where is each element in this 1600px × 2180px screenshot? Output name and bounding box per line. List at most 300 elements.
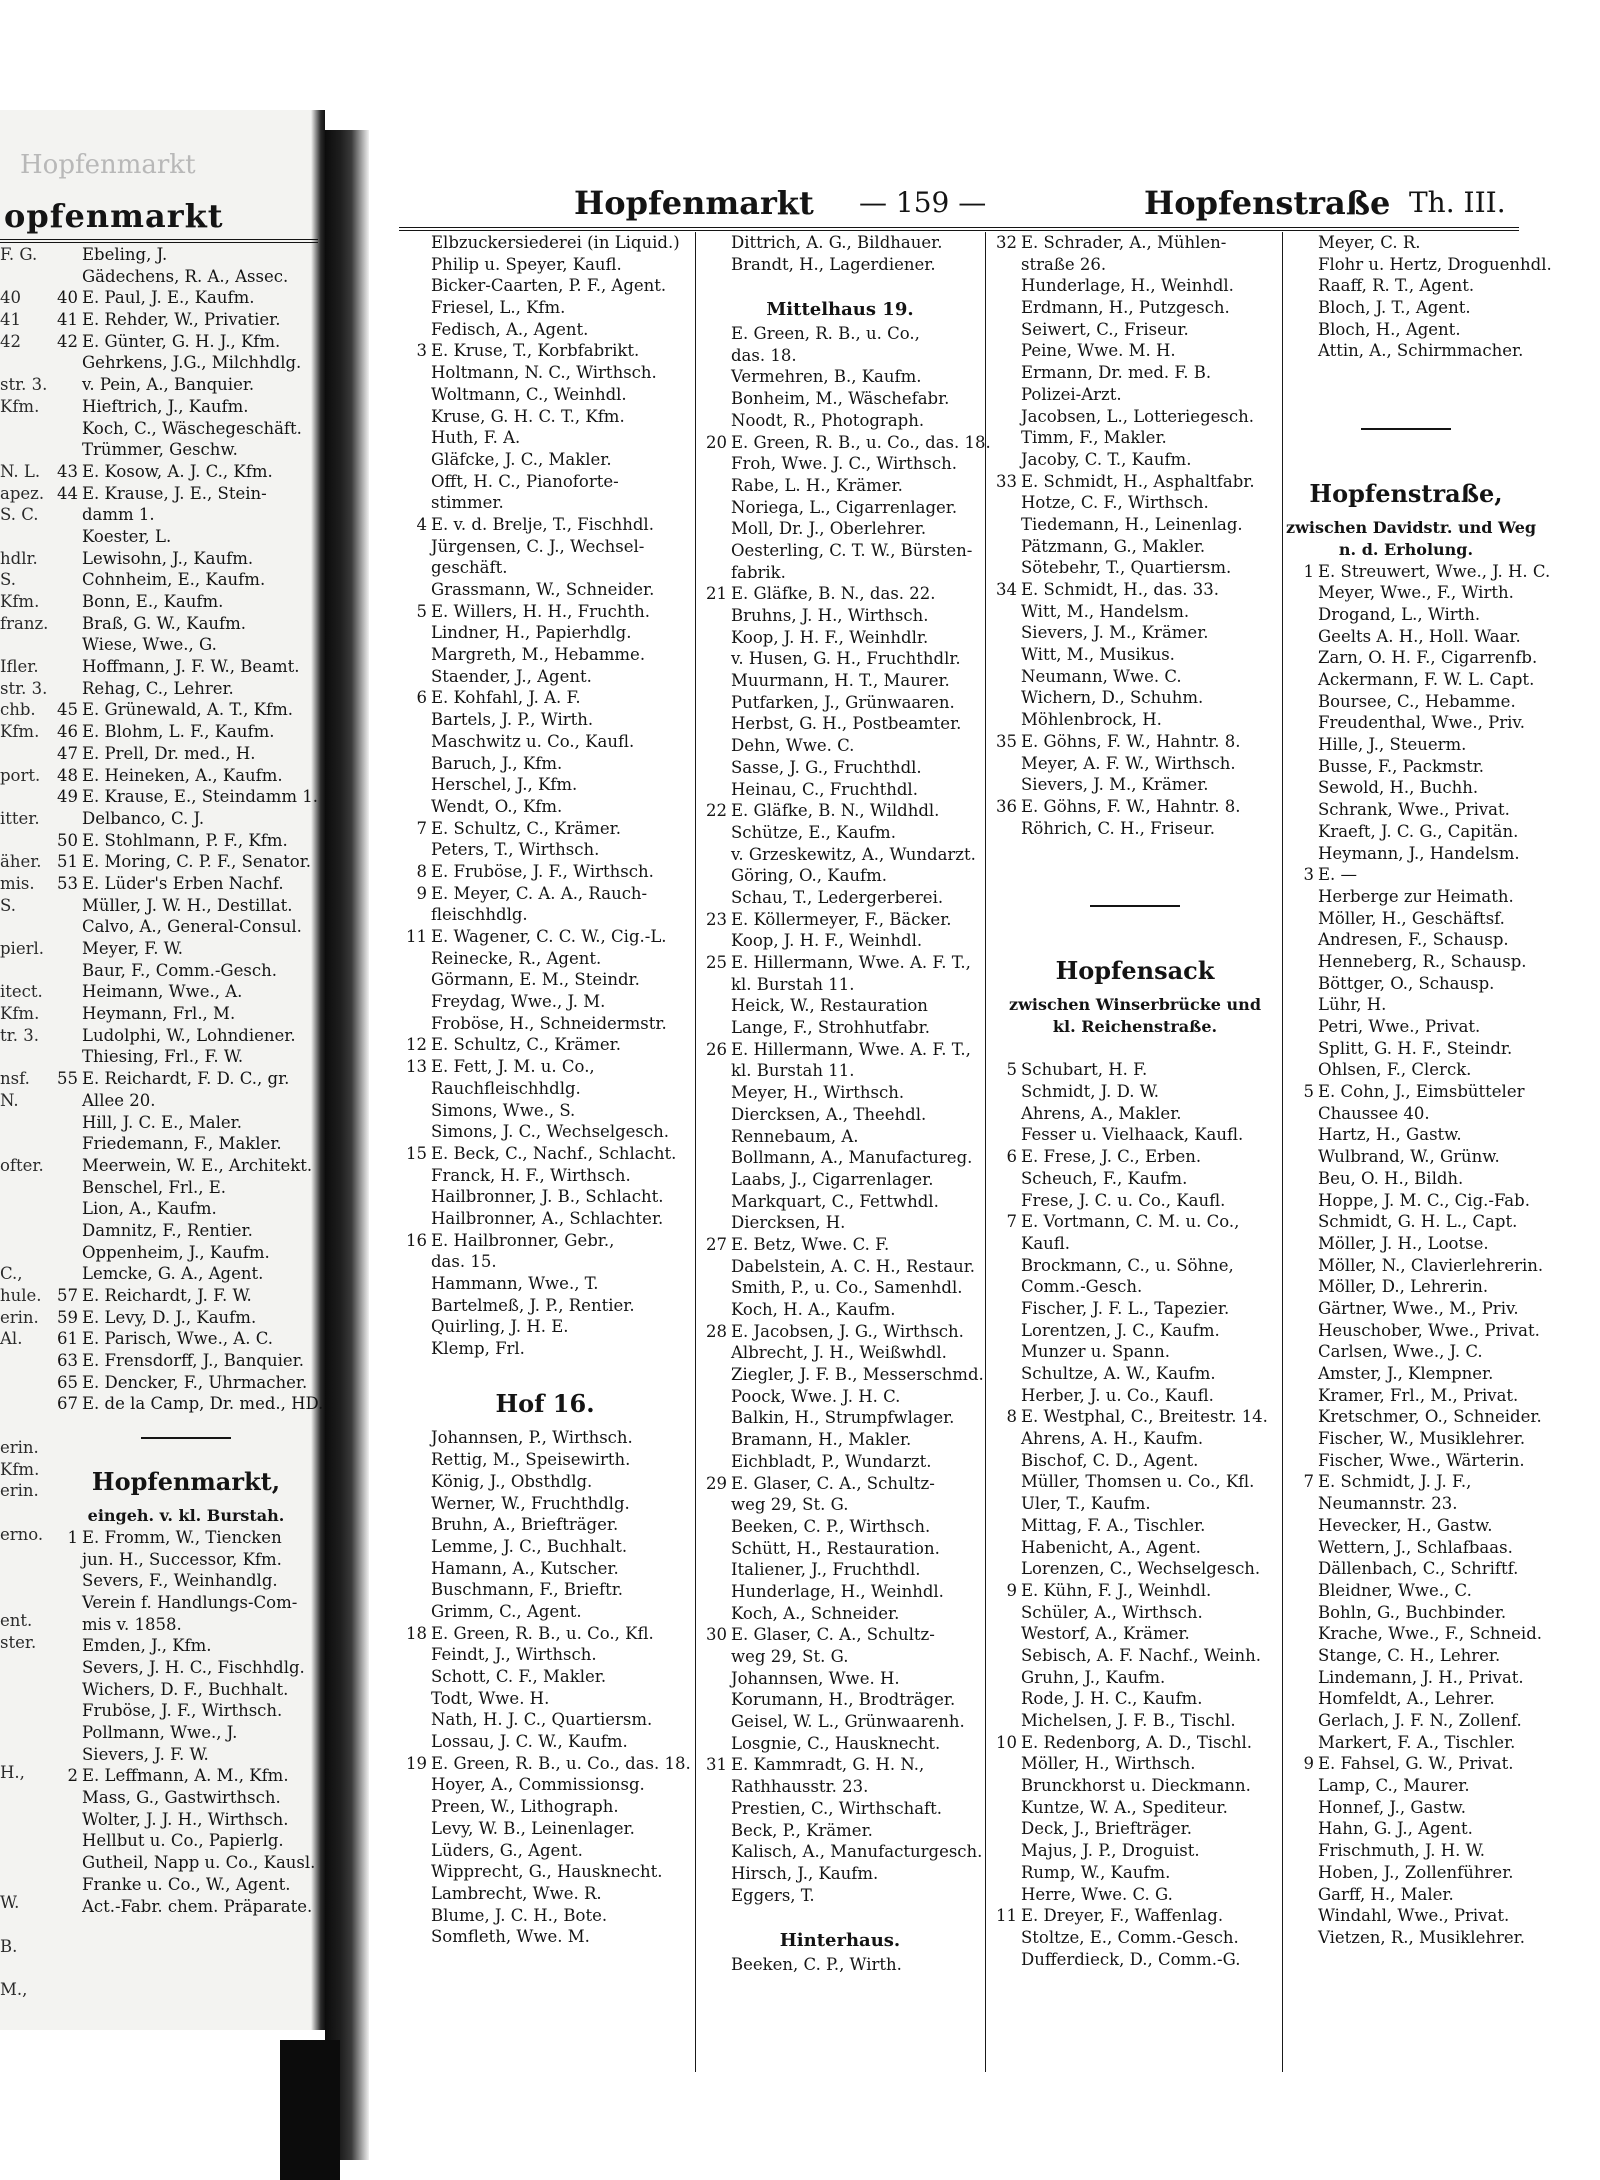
directory-entry [699, 410, 981, 432]
directory-entry [399, 1926, 691, 1948]
directory-entry [399, 1514, 691, 1536]
entry-text: Witt, M., Musikus. [1021, 645, 1175, 665]
directory-entry [399, 1273, 691, 1295]
entry-text: Hammann, Wwe., T. [431, 1274, 599, 1293]
entry-text: Jacobsen, L., Lotteriegesch. [1021, 406, 1254, 426]
directory-entry [989, 1753, 1281, 1775]
directory-entry [50, 1896, 322, 1918]
entry-text: Lindemann, J. H., Privat. [1318, 1667, 1524, 1687]
margin-fragment: str. 3. [0, 375, 48, 395]
house-number: 3 [1303, 865, 1314, 885]
entry-text: Gruhn, J., Kaufm. [1021, 1667, 1166, 1687]
entry-text: Beu, O. H., Bildh. [1318, 1168, 1464, 1188]
entry-text: v. Grzeskewitz, A., Wundarzt. [731, 844, 976, 864]
directory-entry [1286, 669, 1535, 691]
directory-entry [399, 1338, 691, 1360]
directory-entry [989, 1103, 1281, 1125]
house-number: 55 [57, 1069, 78, 1089]
entry-text: Severs, F., Weinhandlg. [82, 1571, 278, 1591]
directory-entry [1286, 1016, 1526, 1038]
margin-fragment: str. 3. [0, 678, 48, 698]
entry-text: Krache, Wwe., F., Schneid. [1318, 1624, 1543, 1644]
entry-text: E. Glaser, C. A., Schultz- [731, 1625, 935, 1645]
spacer [989, 927, 1281, 949]
entry-text: Brockmann, C., u. Söhne, [1021, 1255, 1234, 1275]
entry-text: Bohln, G., Buchbinder. [1318, 1602, 1507, 1622]
column-1 [399, 232, 691, 1948]
entry-text: fleischhdlg. [431, 905, 528, 925]
directory-entry [699, 1017, 981, 1039]
directory-entry [699, 844, 981, 866]
section-separator [989, 883, 1281, 927]
directory-entry [399, 969, 691, 991]
directory-entry [50, 396, 322, 418]
directory-entry [399, 666, 691, 688]
entry-text: Tiedemann, H., Leinenlag. [1021, 514, 1243, 534]
entry-text: Frischmuth, J. H. W. [1318, 1841, 1485, 1861]
house-number: 35 [996, 731, 1017, 751]
directory-entry [989, 1667, 1281, 1689]
entry-text: Müller, Thomsen u. Co., Kfl. [1021, 1472, 1255, 1492]
directory-entry [1286, 734, 1526, 756]
entry-text: Lorenzen, C., Wechselgesch. [1021, 1559, 1261, 1579]
entry-text: Schott, C. F., Makler. [431, 1667, 607, 1686]
directory-entry [399, 406, 691, 428]
entry-text: Boursee, C., Hebamme. [1318, 691, 1516, 711]
directory-entry [399, 297, 691, 319]
entry-text: Schütze, E., Kaufm. [731, 822, 896, 842]
entry-text: Koch, H. A., Kaufm. [731, 1300, 896, 1319]
entry-text: Neumannstr. 23. [1318, 1494, 1458, 1514]
directory-entry [399, 1078, 691, 1100]
directory-entry [50, 1527, 322, 1549]
directory-entry [1286, 1081, 1526, 1103]
directory-entry [50, 634, 322, 656]
entry-text: Grassmann, W., Schneider. [431, 580, 655, 599]
entry-text: Hellbut u. Co., Papierlg. [82, 1831, 284, 1851]
entry-text: Diercksen, A., Theehdl. [731, 1104, 927, 1124]
directory-entry [50, 1765, 322, 1787]
entry-text: Carlsen, Wwe., J. C. [1318, 1342, 1483, 1362]
directory-entry [1286, 712, 1526, 734]
directory-entry [699, 735, 981, 757]
directory-entry [989, 1818, 1281, 1840]
directory-entry [699, 1386, 981, 1408]
entry-text: Losgnie, C., Hausknecht. [731, 1733, 941, 1753]
directory-entry [399, 384, 691, 406]
entry-text: Heymann, J., Handelsm. [1318, 843, 1520, 863]
house-number: 43 [57, 461, 78, 481]
directory-entry [1286, 254, 1552, 276]
left-entries-column [50, 244, 322, 1917]
house-number: 11 [996, 1906, 1017, 1926]
directory-entry [1286, 561, 1551, 583]
entry-text: Rabe, L. H., Krämer. [731, 475, 903, 495]
entry-text: Gärtner, Wwe., M., Priv. [1318, 1298, 1519, 1318]
entry-text: Noriega, L., Cigarrenlager. [731, 497, 958, 517]
margin-fragment: pierl. [0, 939, 45, 958]
house-number: 49 [57, 787, 78, 807]
house-number: 65 [57, 1372, 78, 1392]
entry-text: E. Green, R. B., u. Co., das. 18. [731, 432, 991, 452]
directory-entry [699, 1429, 981, 1451]
entry-text: E. Gläfke, B. N., das. 22. [731, 584, 936, 604]
entry-text: Hamann, A., Kutscher. [431, 1558, 619, 1578]
entry-text: Kramer, Frl., M., Privat. [1318, 1385, 1519, 1405]
entry-text: E. Blohm, L. F., Kaufm. [82, 722, 275, 742]
directory-entry [989, 1211, 1281, 1233]
directory-entry [399, 1056, 691, 1078]
directory-entry [989, 319, 1281, 341]
entry-text: E. Schmidt, H., Asphaltfabr. [1021, 471, 1255, 491]
directory-entry [399, 687, 691, 709]
margin-fragment: nsf. [0, 1069, 30, 1089]
directory-entry [989, 1537, 1281, 1559]
entry-text: E. Günter, G. H. J., Kfm. [82, 331, 281, 351]
directory-entry [399, 1731, 691, 1753]
entry-text: Ackermann, F. W. L. Capt. [1318, 670, 1535, 689]
margin-fragment [0, 2066, 58, 2088]
entry-text: E. Kühn, F. J., Weinhdl. [1021, 1580, 1212, 1600]
entry-text: Geisel, W. L., Grünwaarenh. [731, 1712, 965, 1732]
directory-entry [699, 974, 981, 996]
entry-text: Lühr, H. [1318, 995, 1387, 1015]
directory-entry [699, 800, 981, 822]
directory-entry [699, 1473, 981, 1495]
directory-entry [989, 1602, 1281, 1624]
entry-text: Elbzuckersiederei (in Liquid.) [431, 233, 680, 252]
directory-entry [399, 1644, 691, 1666]
directory-entry [989, 1233, 1281, 1255]
entry-text: Splitt, G. H. F., Steindr. [1318, 1038, 1513, 1058]
margin-fragment: S. [0, 895, 16, 915]
entry-text: Bruhn, A., Briefträger. [431, 1515, 619, 1535]
entry-text: Bramann, H., Makler. [731, 1430, 912, 1450]
entry-text: Vietzen, R., Musiklehrer. [1318, 1927, 1525, 1947]
directory-entry [399, 514, 691, 536]
entry-text: Wulbrand, W., Grünw. [1318, 1147, 1500, 1167]
directory-entry [399, 753, 691, 775]
directory-entry [1286, 1471, 1526, 1493]
margin-fragment: M., [0, 1980, 28, 1999]
entry-text: Blume, J. C. H., Bote. [431, 1905, 608, 1925]
header-left-title: Hopfenmarkt [574, 184, 814, 222]
entry-text: E. Levy, D. J., Kaufm. [82, 1307, 257, 1327]
directory-entry [1286, 297, 1526, 319]
directory-entry [399, 1774, 691, 1796]
entry-text: Polizei-Arzt. [1021, 384, 1122, 404]
margin-fragment: Al. [0, 1329, 23, 1349]
entry-text: Herschel, J., Kfm. [431, 775, 578, 795]
left-running-title: Hopfenmarkt [20, 150, 196, 180]
entry-text: Braß, G. W., Kaufm. [82, 613, 247, 633]
directory-entry [989, 1732, 1281, 1754]
house-number: 30 [706, 1625, 727, 1645]
directory-entry [50, 1177, 322, 1199]
directory-entry [989, 1623, 1281, 1645]
section-separator [1286, 406, 1526, 450]
directory-entry [699, 952, 981, 974]
directory-entry [699, 1863, 981, 1885]
house-number: 59 [57, 1307, 78, 1327]
directory-entry [50, 1700, 322, 1722]
directory-entry [699, 1342, 981, 1364]
directory-entry [699, 1581, 981, 1603]
directory-entry [399, 883, 691, 905]
directory-entry [50, 873, 322, 895]
entry-text: Hevecker, H., Gastw. [1318, 1515, 1493, 1535]
entry-text: Schultze, A. W., Kaufm. [1021, 1364, 1216, 1383]
directory-entry [399, 1840, 691, 1862]
margin-fragment [0, 2022, 58, 2044]
directory-entry [399, 1709, 691, 1731]
house-number: 50 [57, 830, 78, 850]
margin-fragment: erin. [0, 1437, 39, 1457]
margin-fragment: Ifler. [0, 657, 39, 677]
house-number: 1 [67, 1527, 78, 1547]
left-page-header: opfenmarkt [4, 197, 224, 235]
entry-text: Severs, J. H. C., Fischhdlg. [82, 1657, 305, 1677]
directory-entry [989, 1190, 1281, 1212]
directory-entry [50, 1046, 322, 1068]
entry-text: Schau, T., Ledergerberei. [731, 887, 944, 907]
entry-text: Mass, G., Gastwirthsch. [82, 1788, 281, 1808]
entry-text: Uler, T., Kaufm. [1021, 1494, 1151, 1514]
directory-entry [399, 1316, 691, 1338]
house-number: 41 [57, 310, 78, 330]
directory-entry [1286, 799, 1526, 821]
entry-text: Sewold, H., Buchh. [1318, 778, 1479, 798]
entry-text: E. Moring, C. P. F., Senator. [82, 852, 312, 872]
entry-text: E. Streuwert, Wwe., J. H. C. [1318, 561, 1551, 581]
entry-text: E. Green, R. B., u. Co., [731, 324, 920, 344]
margin-fragment: chb. [0, 700, 36, 720]
directory-entry [50, 1809, 322, 1831]
directory-entry [399, 622, 691, 644]
entry-text: E. Gläfke, B. N., Wildhdl. [731, 801, 940, 821]
directory-entry [50, 1657, 322, 1679]
directory-entry [989, 818, 1281, 840]
entry-text: Drogand, L., Wirth. [1318, 604, 1481, 624]
entry-text: Hoppe, J. M. C., Cig.-Fab. [1318, 1190, 1530, 1210]
directory-entry [699, 1954, 981, 1976]
entry-text: E. Stohlmann, P. F., Kfm. [82, 830, 288, 850]
entry-text: Möller, J. H., Lootse. [1318, 1233, 1489, 1253]
entry-text: Meerwein, W. E., Architekt. [82, 1155, 313, 1175]
entry-text: E. Reichardt, F. D. C., gr. [82, 1069, 290, 1089]
directory-entry [989, 449, 1281, 471]
directory-entry [399, 796, 691, 818]
directory-entry [989, 1168, 1281, 1190]
entry-text: das. 18. [731, 345, 797, 365]
entry-text: Sasse, J. G., Fruchthdl. [731, 757, 922, 777]
directory-entry [699, 1624, 981, 1646]
entry-text: Hill, J. C. E., Maler. [82, 1112, 242, 1132]
directory-entry [699, 1126, 981, 1148]
directory-entry [989, 1298, 1281, 1320]
directory-entry [989, 666, 1281, 688]
directory-entry [989, 254, 1281, 276]
entry-text: Peters, T., Wirthsch. [431, 840, 600, 860]
directory-entry [989, 362, 1281, 384]
entry-text: E. Green, R. B., u. Co., das. 18. [431, 1753, 691, 1773]
directory-entry [989, 1124, 1281, 1146]
margin-fragment: Kfm. [0, 592, 40, 611]
entry-text: Heymann, Frl., M. [82, 1004, 236, 1024]
directory-entry [1286, 1124, 1526, 1146]
directory-entry [399, 1796, 691, 1818]
entry-text: Sievers, J. M., Krämer. [1021, 623, 1209, 643]
entry-text: Freydag, Wwe., J. M. [431, 992, 606, 1012]
directory-entry [50, 938, 322, 960]
directory-entry [50, 1393, 322, 1415]
directory-entry [989, 536, 1281, 558]
directory-entry [399, 1471, 691, 1493]
directory-entry [399, 449, 691, 471]
entry-text: Froböse, H., Schneidermstr. [431, 1013, 667, 1033]
entry-text: Damnitz, F., Rentier. [82, 1220, 253, 1240]
entry-text: E. v. d. Brelje, T., Fischhdl. [431, 514, 654, 534]
house-number: 13 [406, 1057, 427, 1077]
directory-entry [989, 1059, 1281, 1081]
directory-entry [50, 591, 322, 613]
entry-text: Moll, Dr. J., Oberlehrer. [731, 519, 927, 539]
entry-text: E. Leffmann, A. M., Kfm. [82, 1766, 289, 1786]
directory-entry [1286, 647, 1538, 669]
entry-text: Lorentzen, J. C., Kaufm. [1021, 1320, 1220, 1340]
entry-text: Beeken, C. P., Wirth. [731, 1954, 902, 1974]
directory-entry [989, 1515, 1281, 1537]
directory-entry [989, 1927, 1281, 1949]
directory-entry [989, 601, 1281, 623]
entry-text: Westorf, A., Krämer. [1021, 1624, 1190, 1644]
entry-text: E. Krause, J. E., Stein- [82, 483, 267, 503]
house-number: 7 [1303, 1472, 1314, 1492]
house-number: 9 [1303, 1754, 1314, 1774]
entry-text: Offt, H. C., Pianoforte- [431, 471, 619, 491]
entry-text: Hoyer, A., Commissionsg. [431, 1775, 645, 1795]
entry-text: Mittag, F. A., Tischler. [1021, 1515, 1206, 1535]
directory-entry [399, 1579, 691, 1601]
entry-text: E. Jacobsen, J. G., Wirthsch. [731, 1321, 964, 1341]
directory-entry [989, 1840, 1281, 1862]
directory-entry [699, 713, 981, 735]
directory-entry [399, 1493, 691, 1515]
entry-text: E. Dreyer, F., Waffenlag. [1021, 1906, 1224, 1926]
entry-text: Petri, Wwe., Privat. [1318, 1017, 1481, 1036]
entry-text: E. Frensdorff, J., Banquier. [82, 1351, 304, 1371]
directory-entry [699, 887, 981, 909]
entry-text: Somfleth, Wwe. M. [431, 1927, 590, 1947]
directory-entry [699, 366, 981, 388]
house-number: 63 [57, 1351, 78, 1371]
entry-text: Fesser u. Vielhaack, Kaufl. [1021, 1125, 1244, 1145]
house-number: 51 [57, 852, 78, 872]
entry-text: E. Göhns, F. W., Hahntr. 8. [1021, 796, 1241, 816]
header-right-title: Hopfenstraße [1144, 184, 1391, 222]
entry-text: Göring, O., Kaufm. [731, 866, 888, 886]
margin-fragment: 41 [0, 310, 21, 330]
entry-text: E. Redenborg, A. D., Tischl. [1021, 1732, 1253, 1752]
directory-entry [1286, 1103, 1526, 1125]
entry-text: Koch, C., Wäschegeschäft. [82, 418, 302, 438]
entry-text: Stoltze, E., Comm.-Gesch. [1021, 1927, 1239, 1947]
directory-entry [699, 1277, 981, 1299]
directory-entry [50, 808, 322, 830]
entry-text: Hunderlage, H., Weinhdl. [1021, 276, 1234, 296]
house-number: 25 [706, 953, 727, 972]
entry-text: E. Schrader, A., Mühlen- [1021, 233, 1227, 252]
entry-text: Ludolphi, W., Lohndiener. [82, 1025, 296, 1045]
entry-text: Levy, W. B., Leinenlager. [431, 1818, 635, 1838]
directory-entry [399, 1905, 691, 1927]
directory-entry [50, 786, 322, 808]
entry-text: Rode, J. H. C., Kaufm. [1021, 1689, 1203, 1709]
margin-fragment [0, 1914, 58, 1936]
directory-entry [699, 1451, 981, 1473]
directory-entry [50, 569, 322, 591]
entry-text: Wichern, D., Schuhm. [1021, 688, 1204, 708]
directory-entry [989, 1775, 1281, 1797]
margin-fragment: tr. 3. [0, 1025, 39, 1045]
entry-text: E. Schultz, C., Krämer. [431, 818, 621, 838]
house-number: 46 [57, 722, 78, 742]
entry-text: Holtmann, N. C., Wirthsch. [431, 363, 657, 383]
entry-text: Möller, H., Geschäftsf. [1318, 908, 1505, 928]
entry-text: Simons, Wwe., S. [431, 1100, 576, 1120]
directory-entry [50, 1852, 322, 1874]
entry-text: Schrank, Wwe., Privat. [1318, 800, 1510, 820]
house-number: 47 [57, 743, 78, 763]
entry-text: Heick, W., Restauration [731, 996, 928, 1016]
directory-entry [989, 1710, 1281, 1732]
entry-text: Möller, D., Lehrerin. [1318, 1277, 1489, 1297]
directory-entry [699, 1820, 981, 1842]
entry-text: Todt, Wwe. H. [431, 1688, 550, 1708]
entry-text: Kaufl. [1021, 1233, 1071, 1253]
entry-text: Diercksen, H. [731, 1213, 846, 1233]
house-number: 33 [996, 471, 1017, 491]
entry-text: das. 15. [431, 1252, 497, 1272]
directory-entry [50, 1372, 322, 1394]
entry-text: Reinecke, R., Agent. [431, 948, 602, 968]
spacer [1286, 384, 1526, 406]
directory-entry [50, 656, 322, 678]
directory-entry [50, 1003, 322, 1025]
directory-entry [1286, 1450, 1526, 1472]
directory-entry [1286, 1732, 1526, 1754]
margin-fragment: S. [0, 570, 16, 590]
entry-text: E. Fruböse, J. F., Wirthsch. [431, 861, 654, 881]
directory-entry [50, 830, 322, 852]
entry-text: Kuntze, W. A., Spediteur. [1021, 1797, 1228, 1817]
entry-text: kl. Burstah 11. [731, 1061, 855, 1081]
entry-text: E. Lüder's Erben Nachf. [82, 873, 284, 893]
entry-text: Munzer u. Spann. [1021, 1342, 1171, 1362]
directory-entry [1286, 232, 1526, 254]
directory-entry [50, 1220, 322, 1242]
directory-entry [989, 731, 1281, 753]
house-number: 5 [416, 601, 427, 621]
entry-text: Kretschmer, O., Schneider. [1318, 1407, 1542, 1427]
margin-fragment: apez. [0, 483, 45, 503]
entry-text: Peine, Wwe. M. H. [1021, 341, 1176, 361]
directory-entry [1286, 951, 1526, 973]
entry-text: Noodt, R., Photograph. [731, 410, 925, 430]
margin-fragment: hule. [0, 1286, 42, 1305]
entry-text: Lüders, G., Agent. [431, 1840, 583, 1860]
directory-entry [50, 721, 322, 743]
